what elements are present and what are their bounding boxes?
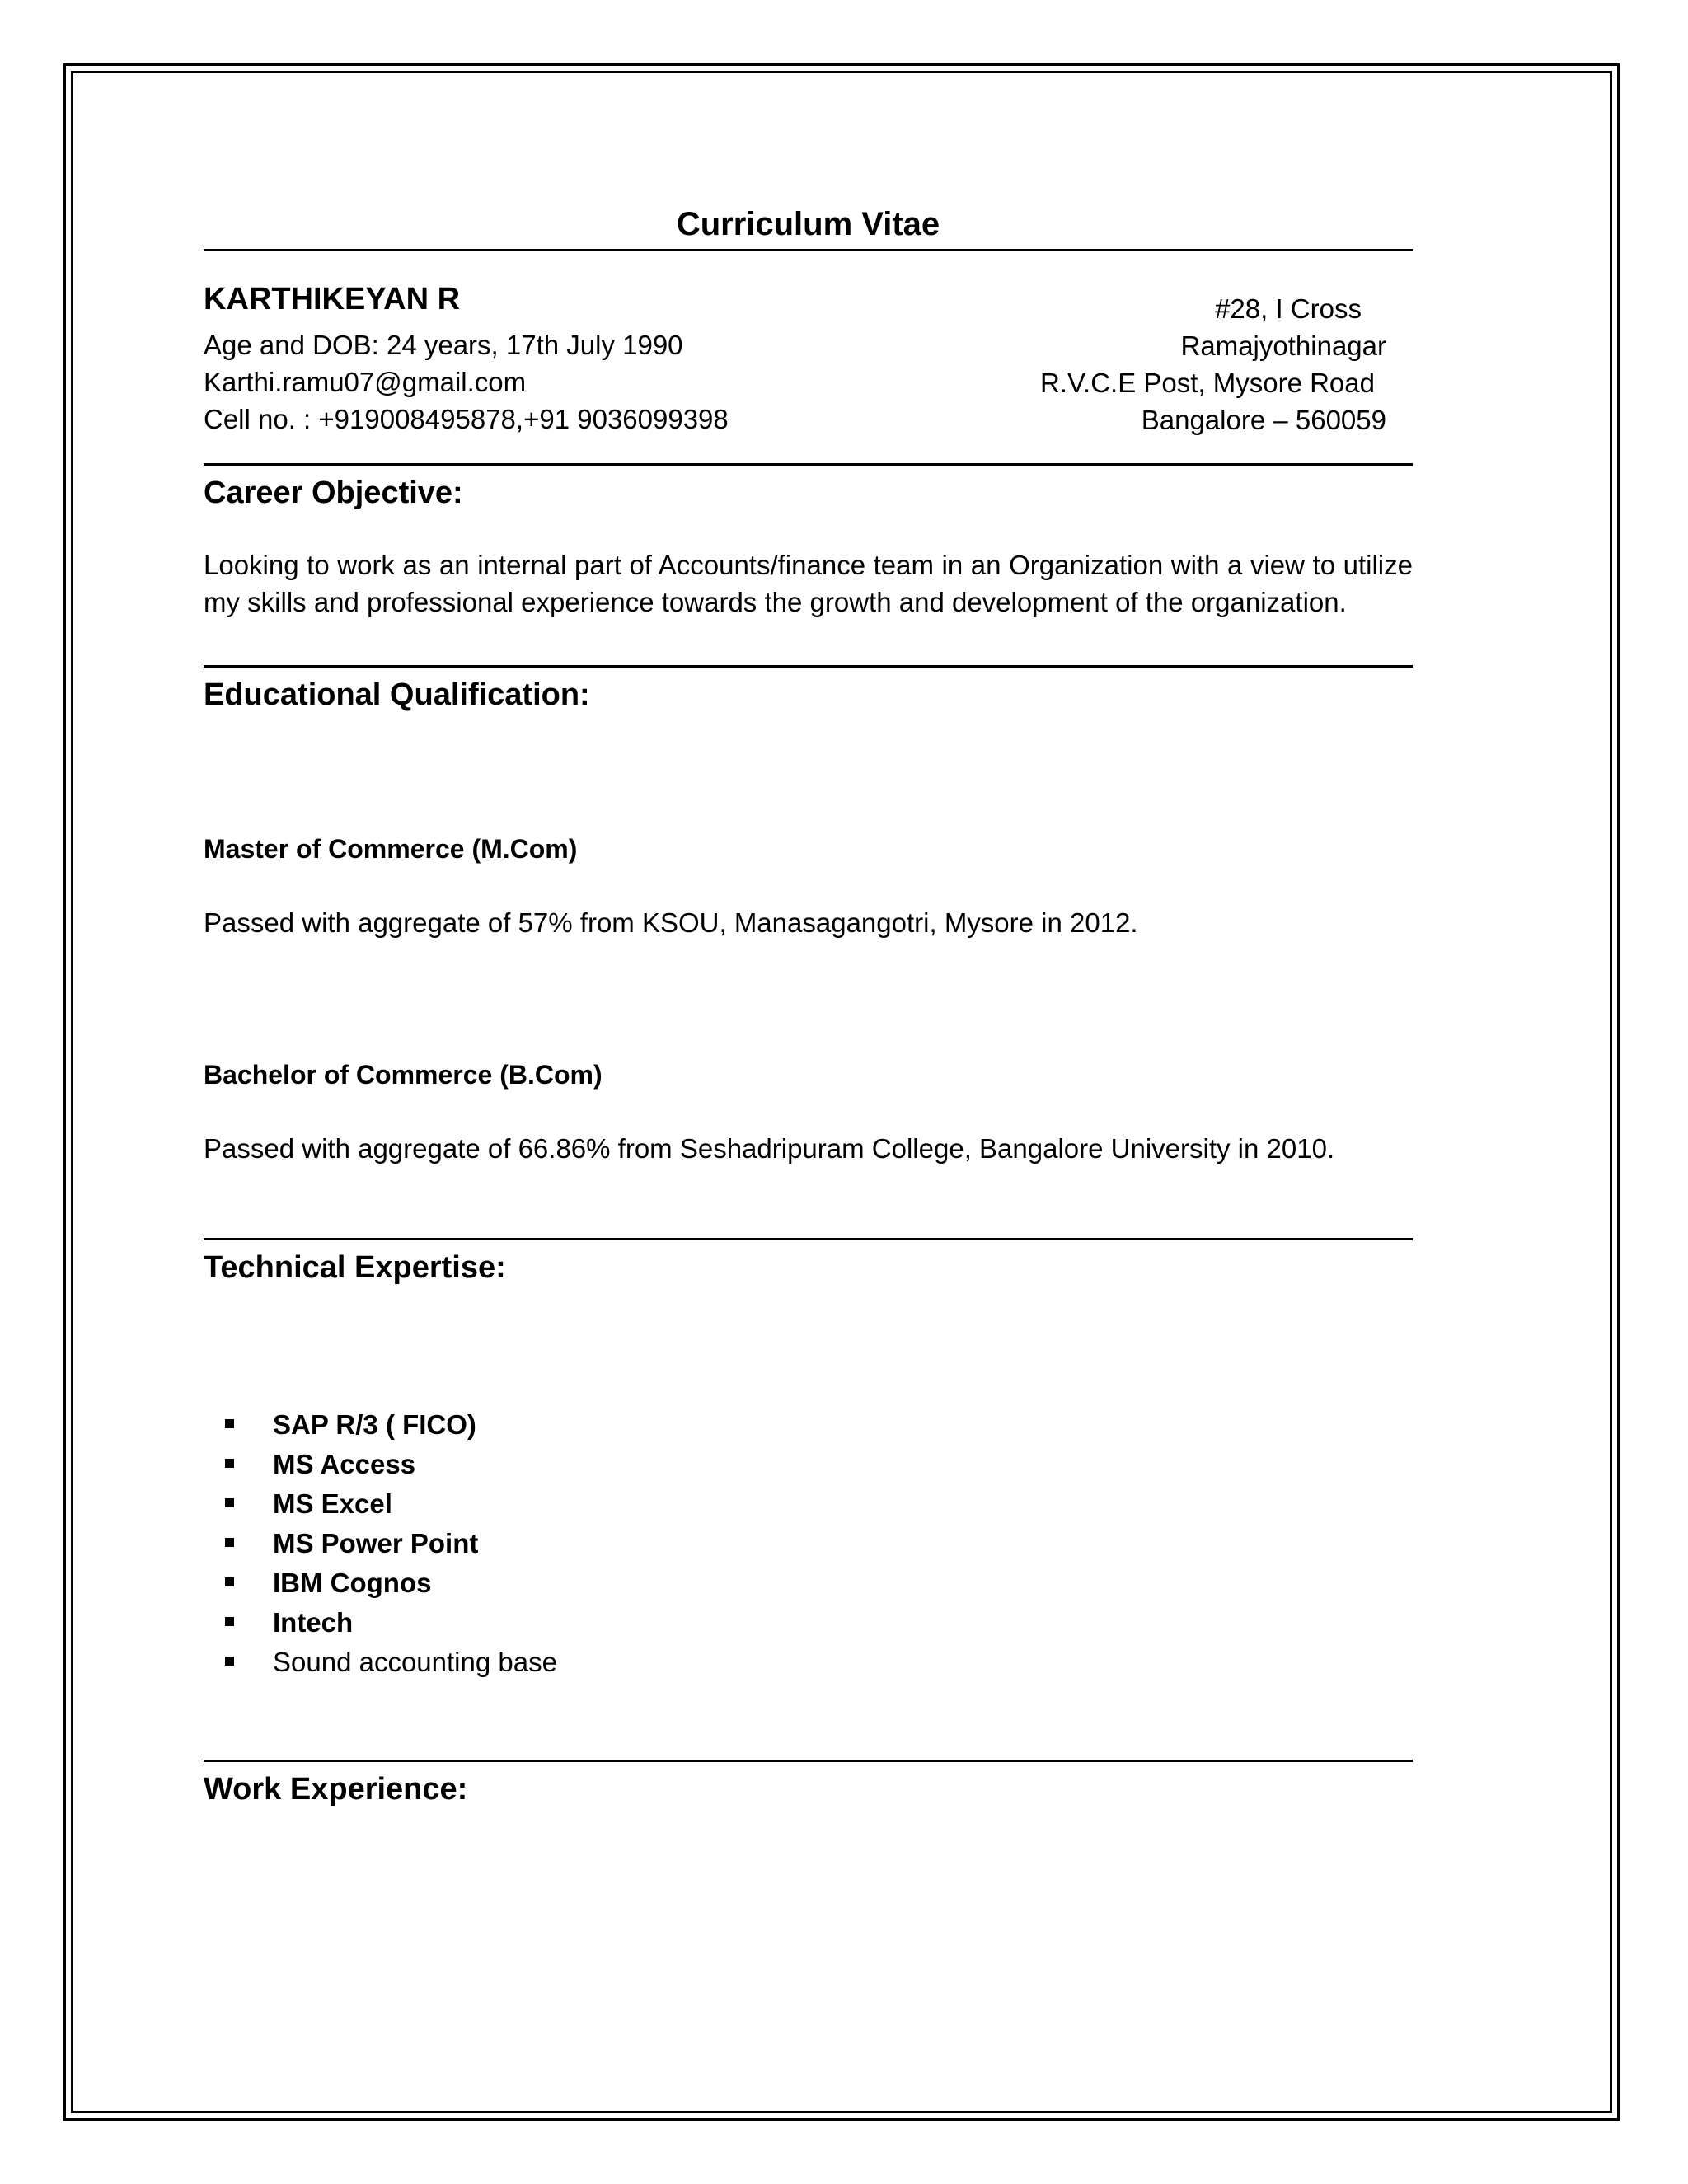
bullet-icon (225, 1577, 234, 1586)
list-item (204, 1484, 1413, 1524)
skill-label: SAP R/3 ( FICO) (273, 1409, 476, 1440)
degree-title: Master of Commerce (M.Com) (204, 834, 578, 864)
skill-label: Intech (273, 1607, 354, 1638)
list-item (204, 1603, 1413, 1643)
bullet-icon (225, 1538, 234, 1547)
bullet-icon (225, 1459, 234, 1468)
section-divider (204, 463, 1413, 466)
degree-title: Bachelor of Commerce (B.Com) (204, 1060, 603, 1090)
postal-address (1040, 280, 1386, 438)
candidate-name: KARTHIKEYAN R (204, 282, 461, 316)
skill-label: IBM Cognos (273, 1568, 432, 1598)
degree-detail: Passed with aggregate of 66.86% from Seshadripuram College, Bangalore University in 2010. (204, 1133, 1335, 1164)
section-divider (204, 1760, 1413, 1762)
address-line-3: R.V.C.E Post, Mysore Road (1040, 368, 1375, 398)
address-line-1: #28, I Cross (1215, 293, 1362, 324)
bullet-icon (225, 1498, 234, 1507)
list-item (204, 1643, 1413, 1682)
career-objective-heading: Career Objective: (204, 476, 463, 510)
skill-label: MS Excel (273, 1488, 392, 1519)
list-item (204, 1563, 1413, 1603)
address-line-2: Ramajyothinagar (1180, 330, 1386, 361)
age-dob: Age and DOB: 24 years, 17th July 1990 (204, 330, 683, 360)
education-heading: Educational Qualification: (204, 677, 590, 712)
address-line-4: Bangalore – 560059 (1141, 405, 1386, 435)
skill-label: MS Access (273, 1449, 416, 1479)
technical-heading: Technical Expertise: (204, 1250, 506, 1285)
skills-list (204, 1405, 1413, 1682)
list-item (204, 1405, 1413, 1445)
resume-content (204, 198, 1413, 1805)
list-item (204, 1445, 1413, 1484)
section-divider (204, 1238, 1413, 1240)
work-experience-heading: Work Experience: (204, 1772, 468, 1807)
degree-detail: Passed with aggregate of 57% from KSOU, Manasagangotri, Mysore in 2012. (204, 907, 1138, 938)
career-objective-text: Looking to work as an internal part of Accounts/finance team in an Organization with a view to utilize my skills and professional experience towards the growth and development of the organization. (204, 550, 1413, 617)
email: Karthi.ramu07@gmail.com (204, 367, 527, 397)
phone-numbers: Cell no. : +919008495878,+91 9036099398 (204, 404, 729, 434)
personal-details (204, 280, 729, 438)
section-divider (204, 665, 1413, 668)
bullet-icon (225, 1419, 234, 1428)
bullet-icon (225, 1657, 234, 1666)
skill-label: MS Power Point (273, 1528, 479, 1558)
contact-block (204, 280, 1413, 453)
list-item (204, 1524, 1413, 1563)
skill-label: Sound accounting base (273, 1647, 557, 1677)
bullet-icon (225, 1617, 234, 1626)
document-title: Curriculum Vitae (204, 208, 1413, 251)
